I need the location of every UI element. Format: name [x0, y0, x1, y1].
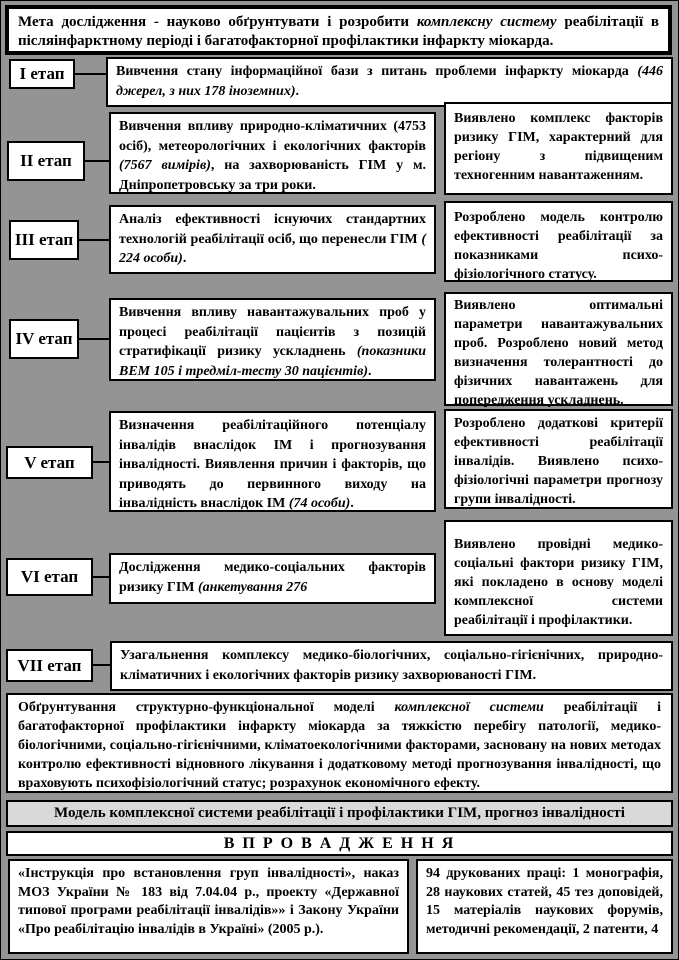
- stage-1-label: [9, 59, 75, 89]
- stage-4-label: [9, 319, 79, 359]
- model-bar-text: Модель комплексної системи реабілітації і профілактики ГІМ, прогноз інвалідності: [54, 805, 625, 821]
- stage-2-connector: [85, 160, 109, 162]
- implementation-right-text: 94 друкованих праці: 1 монографія, 28 наукових статей, 45 тез доповідей, 15 матеріалів наукових форумів, методичні рекомендації, 2 патенти, 4: [426, 866, 663, 937]
- stage-3-label-text: III етап: [14, 230, 74, 249]
- stage-4-result-box: [444, 292, 673, 406]
- stage-7-label-text: VII етап: [17, 655, 82, 675]
- stage-1-task-end: .: [295, 83, 299, 99]
- stage-3-task-box: [109, 205, 436, 274]
- stage-2-task-end: , на захворюваність ГІМ у м. Дніпропетровську за три роки.: [119, 158, 426, 193]
- stage-6-label: [6, 558, 93, 596]
- stage-5-result-text: Розроблено додаткові критерії ефективності реабілітації інвалідів. Виявлено психо-фізіологічні параметри прогнозу групи інвалідності.: [454, 416, 663, 507]
- stage-5-result-box: [444, 409, 673, 509]
- stage-3-label: [9, 220, 79, 260]
- stage-4-connector: [79, 338, 109, 340]
- stage-4-task-box: [109, 298, 436, 381]
- stage-2-task-italic: (7567 вимірів): [119, 158, 211, 173]
- goal-text-italic: комплексну систему: [416, 14, 557, 30]
- model-bar: [6, 800, 673, 827]
- implementation-header: [6, 831, 673, 856]
- stage-2-task-text: Вивчення впливу природно-кліматичних (4753 осіб), метеорологічних і екологічних факторів: [119, 119, 426, 154]
- stage-2-label-text: II етап: [20, 151, 72, 170]
- stage-3-result-box: [444, 201, 673, 282]
- stage-5-label: [6, 446, 93, 479]
- stage-1-task-box: [106, 57, 673, 107]
- stage-6-task-box: [109, 553, 436, 604]
- stage-3-connector: [79, 239, 109, 241]
- synthesis-text-end: реабілітації і багатофакторної профілактики інфаркту міокарда за тяжкістю перебігу патології, медико-біологічними, соціально-гігієнічними, кліматоекологічними факторами, засновану на нових методах контролю ефективності відновного лікування і додатковому методі прогнозування інвалідності, що враховують психофізіологічний статус; розрахунок економічного ефекту.: [18, 700, 661, 791]
- stage-3-task-italic: ( 224 особи): [119, 231, 426, 266]
- stage-6-result-text: Виявлено провідні медико-соціальні фактори ризику ГІМ, які покладено в основу моделі комплексної системи реабілітації і профілактики.: [454, 537, 663, 628]
- stage-2-task-box: [109, 112, 436, 194]
- stage-1-connector: [75, 73, 106, 75]
- stage-7-label: [6, 649, 93, 682]
- synthesis-text-italic: комплексної системи: [394, 700, 544, 715]
- implementation-left-text: «Інструкція про встановлення груп інвалідності», наказ МОЗ України № 183 від 7.04.04 р., проекту «Державної типової програми реабілітації інвалідів»» і Закону України «Про реабілітацію інвалідів в Україні» (2005 р.).: [18, 866, 399, 937]
- stage-4-task-text: Вивчення впливу навантажувальних проб у процесі реабілітації пацієнтів з позицій стратифікації ризику ускладнень: [119, 305, 426, 359]
- stage-2-result-text: Виявлено комплекс факторів ризику ГІМ, характерний для регіону з підвищеним техногенним навантаженням.: [454, 111, 663, 183]
- stage-6-task-text: Дослідження медико-соціальних факторів ризику ГІМ: [119, 560, 426, 595]
- stage-4-result-text: Виявлено оптимальні параметри навантажувальних проб. Розроблено новий метод визначення толерантності до фізичних навантажень для попередження ускладнень.: [454, 298, 663, 408]
- stage-6-result-box: [444, 520, 673, 636]
- stage-5-label-text: V етап: [24, 452, 75, 472]
- goal-text: Мета дослідження - науково обґрунтувати і розробити: [18, 14, 417, 30]
- goal-text-end: реабілітації в післяінфарктному періоді і багатофакторної профілактики інфаркту міокарда.: [18, 14, 660, 49]
- stage-1-task-italic: (446 джерел, з них 178 іноземних): [116, 64, 663, 99]
- implementation-left-box: [8, 859, 409, 954]
- stage-3-task-text: Аналіз ефективності існуючих стандартних технологій реабілітації осіб, що перенесли ГІМ: [119, 212, 426, 247]
- stage-5-task-box: [109, 411, 436, 512]
- stage-7-task-box: [110, 641, 673, 691]
- synthesis-text: Обґрунтування структурно-функціональної моделі: [18, 700, 395, 715]
- stage-2-result-box: [444, 102, 673, 195]
- stage-2-label: [7, 141, 85, 181]
- stage-6-connector: [93, 576, 109, 578]
- stage-5-task-text: Визначення реабілітаційного потенціалу інвалідів внаслідок ІМ і прогнозування інвалідності. Виявлення причин і факторів, що приводять до первинного виходу на інвалідність внаслідок ІМ: [119, 418, 426, 511]
- stage-4-label-text: IV етап: [15, 329, 73, 348]
- stage-3-result-text: Розроблено модель контролю ефективності реабілітації за показниками психо-фізіологічного статусу.: [454, 210, 663, 282]
- implementation-right-box: [416, 859, 673, 954]
- stage-1-label-text: I етап: [19, 64, 65, 83]
- stage-4-task-italic: (показники ВЕМ 105 і тредміл-тесту 30 пацієнтів): [119, 344, 426, 379]
- stage-6-label-text: VI етап: [20, 567, 79, 586]
- stage-5-connector: [93, 461, 109, 463]
- stage-1-task-text: Вивчення стану інформаційної бази з питань проблеми інфаркту міокарда: [116, 64, 638, 79]
- stage-3-task-end: .: [182, 251, 187, 266]
- implementation-header-text: В П Р О В А Д Ж Е Н Н Я: [223, 834, 456, 852]
- stage-6-task-italic: (анкетування 276: [197, 579, 308, 595]
- synthesis-box: [6, 693, 673, 793]
- stage-5-task-end: .: [350, 496, 354, 511]
- stage-7-task-text: Узагальнення комплексу медико-біологічних, соціально-гігієнічних, природно-кліматичних і екологічних факторів ризику захворюваності ГІМ.: [120, 648, 663, 683]
- goal-box: [5, 5, 672, 55]
- stage-7-connector: [93, 664, 110, 666]
- stage-4-task-end: .: [368, 363, 372, 379]
- stage-5-task-italic: (74 особи): [288, 496, 351, 511]
